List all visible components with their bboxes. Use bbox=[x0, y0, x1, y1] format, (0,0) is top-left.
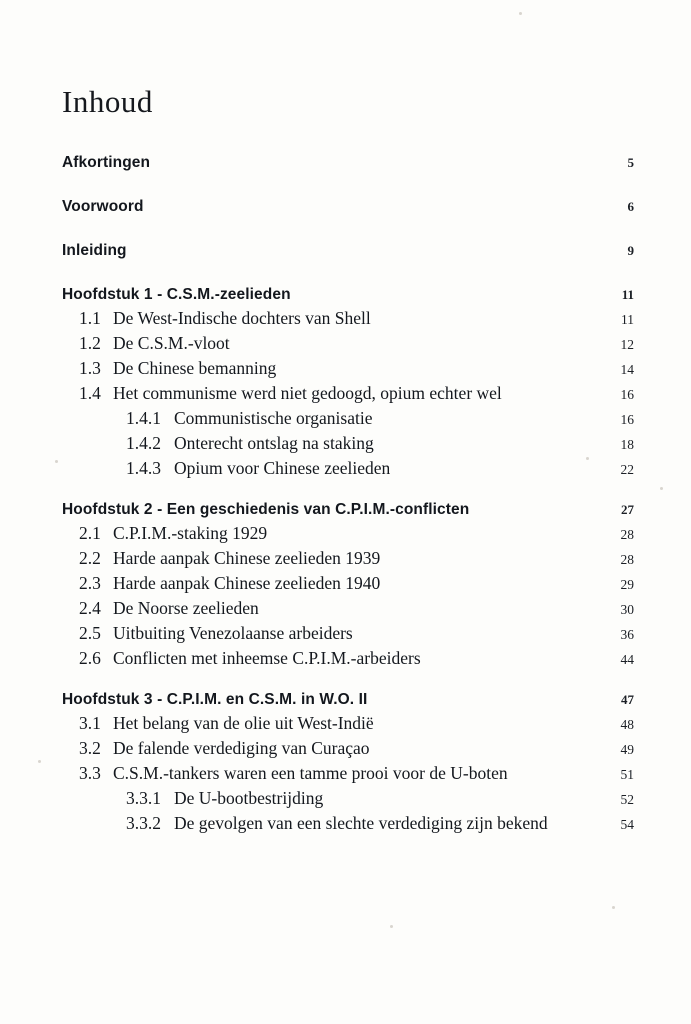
toc-entry-label: Hoofdstuk 2 - Een geschiedenis van C.P.I.M.-conflicten bbox=[62, 501, 470, 518]
toc-chapter-entry[interactable] bbox=[62, 501, 642, 519]
toc-entry-page: 29 bbox=[620, 577, 634, 592]
toc-entry-page: 5 bbox=[627, 155, 634, 170]
toc-entry-label bbox=[62, 738, 621, 759]
toc-entry-text: C.P.I.M.-staking 1929 bbox=[113, 523, 268, 543]
toc-entry-text: Harde aanpak Chinese zeelieden 1939 bbox=[113, 548, 381, 568]
toc-entry[interactable] bbox=[62, 383, 642, 404]
toc-chapter-entry[interactable] bbox=[62, 286, 642, 304]
toc-entry-number: 3.3.1 bbox=[126, 788, 161, 808]
toc-entry[interactable] bbox=[62, 523, 642, 544]
toc-entry-page: 12 bbox=[620, 337, 634, 352]
toc-entry-text: Uitbuiting Venezolaanse arbeiders bbox=[113, 623, 353, 643]
toc-entry[interactable] bbox=[62, 788, 642, 809]
toc-entry-label bbox=[62, 383, 621, 404]
toc-entry-text: Communistische organisatie bbox=[174, 408, 373, 428]
toc-entry[interactable] bbox=[62, 433, 642, 454]
toc-entry[interactable] bbox=[62, 408, 642, 429]
toc-entry-label bbox=[62, 308, 621, 329]
toc-entry-label bbox=[62, 813, 621, 834]
paper-speck bbox=[660, 487, 663, 490]
toc-entry-page: 22 bbox=[620, 462, 634, 477]
toc-entry[interactable] bbox=[62, 598, 642, 619]
toc-entry-text: Onterecht ontslag na staking bbox=[174, 433, 374, 453]
toc-entry-text: De Noorse zeelieden bbox=[113, 598, 259, 618]
toc-entry-label: Inleiding bbox=[62, 242, 127, 259]
toc-entry[interactable] bbox=[62, 198, 642, 216]
toc-entry-label bbox=[62, 713, 621, 734]
toc-entry-page: 44 bbox=[620, 652, 634, 667]
toc-entry-text: Harde aanpak Chinese zeelieden 1940 bbox=[113, 573, 381, 593]
toc-entry[interactable] bbox=[62, 648, 642, 669]
toc-entry-text: De Chinese bemanning bbox=[113, 358, 277, 378]
toc-entry-page: 28 bbox=[620, 527, 634, 542]
toc-entry-page: 49 bbox=[620, 742, 634, 757]
toc-entry[interactable] bbox=[62, 458, 642, 479]
toc-entry-page: 28 bbox=[620, 552, 634, 567]
toc-entry[interactable] bbox=[62, 813, 642, 834]
toc-entry-number: 1.1 bbox=[79, 308, 101, 328]
toc-entry-label bbox=[62, 458, 621, 479]
toc-entry-page: 9 bbox=[627, 243, 634, 258]
toc-entry[interactable] bbox=[62, 713, 642, 734]
toc-chapter-entry[interactable] bbox=[62, 691, 642, 709]
toc-entry-number: 3.2 bbox=[79, 738, 101, 758]
toc-entry-label bbox=[62, 788, 621, 809]
toc-entry-label bbox=[62, 598, 621, 619]
toc-entry-text: Het belang van de olie uit West-Indië bbox=[113, 713, 374, 733]
toc-entry-text: De C.S.M.-vloot bbox=[113, 333, 230, 353]
toc-entry-page: 14 bbox=[620, 362, 634, 377]
toc-entry[interactable] bbox=[62, 738, 642, 759]
toc-entry-number: 2.2 bbox=[79, 548, 101, 568]
toc-entry-label bbox=[62, 358, 621, 379]
toc-entry-text: De West-Indische dochters van Shell bbox=[113, 308, 371, 328]
toc-entry-text: Conflicten met inheemse C.P.I.M.-arbeiders bbox=[113, 648, 421, 668]
toc-entry-number: 3.3.2 bbox=[126, 813, 161, 833]
paper-speck bbox=[38, 760, 41, 763]
toc-entry-page: 11 bbox=[621, 312, 634, 327]
toc-entry[interactable] bbox=[62, 623, 642, 644]
toc-entry-list bbox=[62, 154, 642, 834]
toc-entry-label: Hoofdstuk 1 - C.S.M.-zeelieden bbox=[62, 286, 291, 303]
toc-entry-page: 36 bbox=[620, 627, 634, 642]
toc-entry-number: 3.1 bbox=[79, 713, 101, 733]
toc-entry-text: De gevolgen van een slechte verdediging zijn bekend bbox=[174, 813, 548, 833]
toc-entry-number: 1.4.3 bbox=[126, 458, 161, 478]
toc-entry-label bbox=[62, 573, 621, 594]
paper-speck bbox=[390, 925, 393, 928]
paper-speck bbox=[519, 12, 522, 15]
toc-entry-page: 16 bbox=[620, 387, 634, 402]
toc-entry-number: 1.2 bbox=[79, 333, 101, 353]
toc-entry-label bbox=[62, 623, 621, 644]
paper-speck bbox=[55, 460, 58, 463]
toc-entry-page: 52 bbox=[620, 792, 634, 807]
toc-entry[interactable] bbox=[62, 358, 642, 379]
toc-entry-page: 47 bbox=[621, 692, 634, 707]
toc-entry-label bbox=[62, 523, 621, 544]
toc-entry-label: Voorwoord bbox=[62, 198, 144, 215]
toc-entry[interactable] bbox=[62, 308, 642, 329]
toc-entry-label bbox=[62, 648, 621, 669]
toc-entry-text: De falende verdediging van Curaçao bbox=[113, 738, 370, 758]
toc-entry-number: 2.3 bbox=[79, 573, 101, 593]
toc-entry[interactable] bbox=[62, 333, 642, 354]
toc-entry-label bbox=[62, 333, 621, 354]
toc-entry-page: 54 bbox=[620, 817, 634, 832]
toc-entry-text: Het communisme werd niet gedoogd, opium echter wel bbox=[113, 383, 502, 403]
toc-entry-label bbox=[62, 548, 621, 569]
toc-entry-page: 11 bbox=[621, 287, 634, 302]
toc-entry[interactable] bbox=[62, 242, 642, 260]
toc-entry-number: 1.4.1 bbox=[126, 408, 161, 428]
toc-entry-page: 16 bbox=[620, 412, 634, 427]
toc-entry-label bbox=[62, 408, 621, 429]
paper-speck bbox=[612, 906, 615, 909]
toc-entry[interactable] bbox=[62, 763, 642, 784]
toc-entry-number: 2.5 bbox=[79, 623, 101, 643]
toc-entry-page: 30 bbox=[620, 602, 634, 617]
toc-entry[interactable] bbox=[62, 548, 642, 569]
toc-entry-label bbox=[62, 433, 621, 454]
toc-entry-page: 18 bbox=[620, 437, 634, 452]
toc-entry-page: 48 bbox=[620, 717, 634, 732]
toc-entry-text: Opium voor Chinese zeelieden bbox=[174, 458, 391, 478]
toc-entry-number: 2.4 bbox=[79, 598, 101, 618]
toc-entry[interactable] bbox=[62, 573, 642, 594]
toc-entry-number: 1.3 bbox=[79, 358, 101, 378]
toc-entry-label bbox=[62, 763, 621, 784]
toc-entry-number: 2.1 bbox=[79, 523, 101, 543]
toc-entry[interactable] bbox=[62, 154, 642, 172]
table-of-contents bbox=[62, 84, 642, 834]
toc-entry-number: 3.3 bbox=[79, 763, 101, 783]
toc-entry-text: C.S.M.-tankers waren een tamme prooi voor de U-boten bbox=[113, 763, 508, 783]
toc-entry-number: 1.4.2 bbox=[126, 433, 161, 453]
toc-entry-label: Hoofdstuk 3 - C.P.I.M. en C.S.M. in W.O. II bbox=[62, 691, 368, 708]
toc-entry-text: De U-bootbestrijding bbox=[174, 788, 324, 808]
toc-entry-number: 2.6 bbox=[79, 648, 101, 668]
toc-entry-page: 6 bbox=[627, 199, 634, 214]
toc-entry-page: 51 bbox=[620, 767, 634, 782]
toc-entry-label: Afkortingen bbox=[62, 154, 151, 171]
toc-entry-number: 1.4 bbox=[79, 383, 101, 403]
page-title: Inhoud bbox=[62, 84, 153, 119]
toc-entry-page: 27 bbox=[621, 502, 634, 517]
